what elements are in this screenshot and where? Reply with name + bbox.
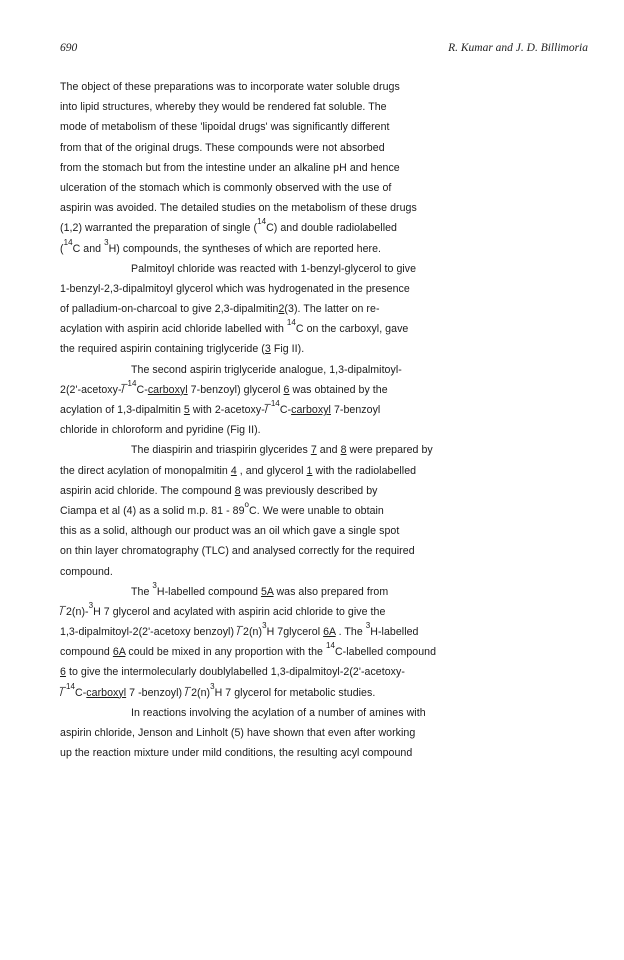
text-segment: /̅: [60, 686, 66, 699]
text-line: [60, 339, 590, 359]
text-segment: the direct acylation of monopalmitin: [60, 464, 231, 477]
text-segment: and: [316, 444, 341, 457]
text-segment: C-: [75, 686, 87, 699]
text-segment: was previously described by: [240, 484, 378, 497]
running-head-authors: R. Kumar and J. D. Billimoria: [448, 42, 588, 54]
text-segment: The: [131, 585, 153, 598]
text-segment: from that of the original drugs. These compounds were not absorbed: [60, 141, 385, 154]
underlined-text: 2: [278, 303, 285, 316]
text-segment: 1,3-dipalmitoyl-2(2'-acetoxy benzoyl) /̅ 2(n): [60, 626, 263, 639]
text-line: [60, 662, 590, 682]
page-number: 690: [60, 42, 78, 54]
underlined-text: carboxyl: [147, 383, 188, 396]
text-segment: chloride in chloroform and pyridine (Fig II).: [60, 424, 261, 437]
text-segment: In reactions involving the acylation of a number of amines with: [131, 706, 426, 719]
body-text: [60, 77, 590, 763]
text-segment: mode of metabolism of these 'lipoidal drugs' was significantly different: [60, 121, 390, 134]
text-line: [60, 703, 590, 723]
text-line: [60, 299, 590, 319]
text-segment: ulceration of the stomach which is commonly observed with the use of: [60, 181, 392, 194]
underlined-text: 1: [306, 464, 313, 477]
superscript: 14: [257, 217, 267, 227]
underlined-text: 4: [230, 464, 237, 477]
superscript: 3: [88, 600, 94, 610]
text-segment: acylation with aspirin acid chloride labelled with: [60, 323, 287, 336]
text-segment: . The: [335, 626, 366, 639]
text-segment: 7-benzoyl) glycerol: [187, 383, 284, 396]
text-line: [60, 218, 590, 238]
text-segment: H 7glycerol: [266, 626, 324, 639]
text-line: [60, 198, 590, 218]
text-segment: , and glycerol: [236, 464, 307, 477]
text-line: [60, 77, 590, 97]
text-line: [60, 259, 590, 279]
text-segment: H 7 glycerol and acylated with aspirin acid chloride to give the: [93, 605, 386, 618]
text-segment: up the reaction mixture under mild conditions, the resulting acyl compound: [60, 747, 413, 760]
superscript: 14: [325, 641, 335, 651]
text-line: [60, 481, 590, 501]
text-segment: with 2-acetoxy-/̅: [189, 404, 271, 416]
text-line: [60, 541, 590, 561]
text-line: [60, 279, 590, 299]
text-segment: Fig II).: [270, 343, 305, 356]
text-segment: aspirin chloride, Jenson and Linholt (5) have shown that even after working: [60, 727, 416, 739]
text-line: [60, 158, 590, 178]
text-segment: acylation of 1,3-dipalmitin: [60, 404, 184, 416]
superscript: 3: [152, 580, 157, 590]
text-segment: were prepared by: [346, 444, 433, 457]
text-line: [60, 117, 590, 137]
underlined-text: 8: [340, 444, 347, 457]
text-segment: 7 -benzoyl) /̅ 2(n): [126, 686, 211, 699]
text-segment: compound: [60, 646, 113, 659]
text-segment: C-: [136, 383, 148, 396]
text-line: [60, 501, 590, 521]
text-segment: C and: [72, 242, 105, 255]
superscript: 3: [365, 621, 371, 631]
text-segment: compound.: [60, 565, 113, 578]
underlined-text: 5: [183, 404, 190, 416]
text-segment: H 7 glycerol for metabolic studies.: [214, 686, 376, 699]
superscript: 14: [63, 237, 73, 247]
text-line: [60, 138, 590, 158]
text-line: [60, 743, 590, 763]
underlined-text: 6A: [323, 626, 336, 639]
text-segment: aspirin acid chloride. The compound: [60, 484, 235, 497]
text-segment: The object of these preparations was to incorporate water soluble drugs: [60, 81, 400, 93]
text-segment: The second aspirin triglyceride analogue, 1,3-dipalmitoyl-: [131, 363, 402, 376]
text-segment: on thin layer chromatography (TLC) and analysed correctly for the required: [60, 545, 415, 558]
superscript: 14: [127, 378, 137, 388]
underlined-text: 6: [60, 666, 66, 679]
text-line: [60, 642, 590, 662]
text-segment: 2(2'-acetoxy-/̅: [60, 383, 128, 396]
text-line: [60, 360, 590, 380]
text-segment: aspirin was avoided. The detailed studies on the metabolism of these drugs: [60, 202, 417, 215]
text-line: [60, 319, 590, 339]
underlined-text: carboxyl: [86, 686, 127, 699]
text-segment: H-labelled compound: [156, 585, 261, 598]
superscript: 3: [262, 621, 267, 631]
underlined-text: carboxyl: [291, 404, 331, 416]
superscript: o: [244, 499, 250, 509]
underlined-text: 7: [310, 444, 317, 457]
text-segment: this as a solid, although our product was an oil which gave a single spot: [60, 525, 400, 538]
text-line: [60, 97, 590, 117]
text-segment: from the stomach but from the intestine under an alkaline pH and hence: [60, 161, 400, 174]
text-segment: Palmitoyl chloride was reacted with 1-benzyl-glycerol to give: [131, 262, 417, 275]
text-segment: /̅ 2(n)-: [60, 605, 89, 618]
text-line: [60, 420, 590, 440]
text-line: [60, 521, 590, 541]
text-segment: into lipid structures, whereby they would be rendered fat soluble. The: [60, 101, 387, 114]
superscript: 3: [210, 681, 215, 691]
text-line: [60, 400, 590, 420]
text-line: [60, 582, 590, 602]
text-segment: could be mixed in any proportion with the: [125, 646, 326, 659]
text-segment: C-labelled compound: [334, 646, 437, 659]
text-line: [60, 723, 590, 743]
text-segment: H) compounds, the syntheses of which are reported here.: [108, 242, 382, 255]
underlined-text: 3: [264, 343, 271, 356]
underlined-text: 6: [283, 383, 290, 396]
text-segment: (1,2) warranted the preparation of single (: [60, 222, 258, 235]
text-segment: C-: [279, 404, 292, 416]
text-segment: was also prepared from: [273, 585, 389, 598]
text-segment: H-labelled: [370, 626, 419, 639]
superscript: 14: [286, 318, 296, 328]
text-line: [60, 239, 590, 259]
text-segment: (: [60, 242, 64, 255]
text-segment: the required aspirin containing triglyceride (: [60, 343, 265, 356]
text-segment: C) and double radiolabelled: [266, 222, 397, 235]
text-segment: C. We were unable to obtain: [249, 504, 384, 517]
text-segment: C on the carboxyl, gave: [295, 323, 409, 336]
text-line: [60, 683, 590, 703]
text-segment: Ciampa et al (4) as a solid m.p. 81 - 89: [60, 504, 245, 517]
text-line: [60, 622, 590, 642]
text-segment: was obtained by the: [289, 383, 388, 396]
superscript: 14: [270, 399, 280, 408]
text-line: [60, 178, 590, 198]
text-line: [60, 461, 590, 481]
text-line: [60, 380, 590, 400]
text-segment: 7-benzoyl: [330, 404, 381, 416]
text-segment: (3). The latter on re-: [284, 303, 380, 316]
superscript: 3: [104, 237, 109, 247]
text-segment: 1-benzyl-2,3-dipalmitoyl glycerol which was hydrogenated in the presence: [60, 282, 410, 295]
text-line: [60, 562, 590, 582]
underlined-text: 6A: [112, 646, 126, 659]
text-segment: of palladium-on-charcoal to give 2,3-dipalmitin: [60, 303, 279, 316]
text-segment: to give the intermolecularly doublylabelled 1,3-dipalmitoyl-2(2'-acetoxy-: [65, 666, 405, 679]
text-segment: The diaspirin and triaspirin glycerides: [131, 444, 311, 457]
superscript: 14: [66, 681, 75, 691]
text-segment: with the radiolabelled: [312, 464, 417, 477]
underlined-text: 5A: [260, 585, 274, 598]
text-line: [60, 602, 590, 622]
underlined-text: 8: [234, 484, 241, 497]
text-line: [60, 440, 590, 460]
